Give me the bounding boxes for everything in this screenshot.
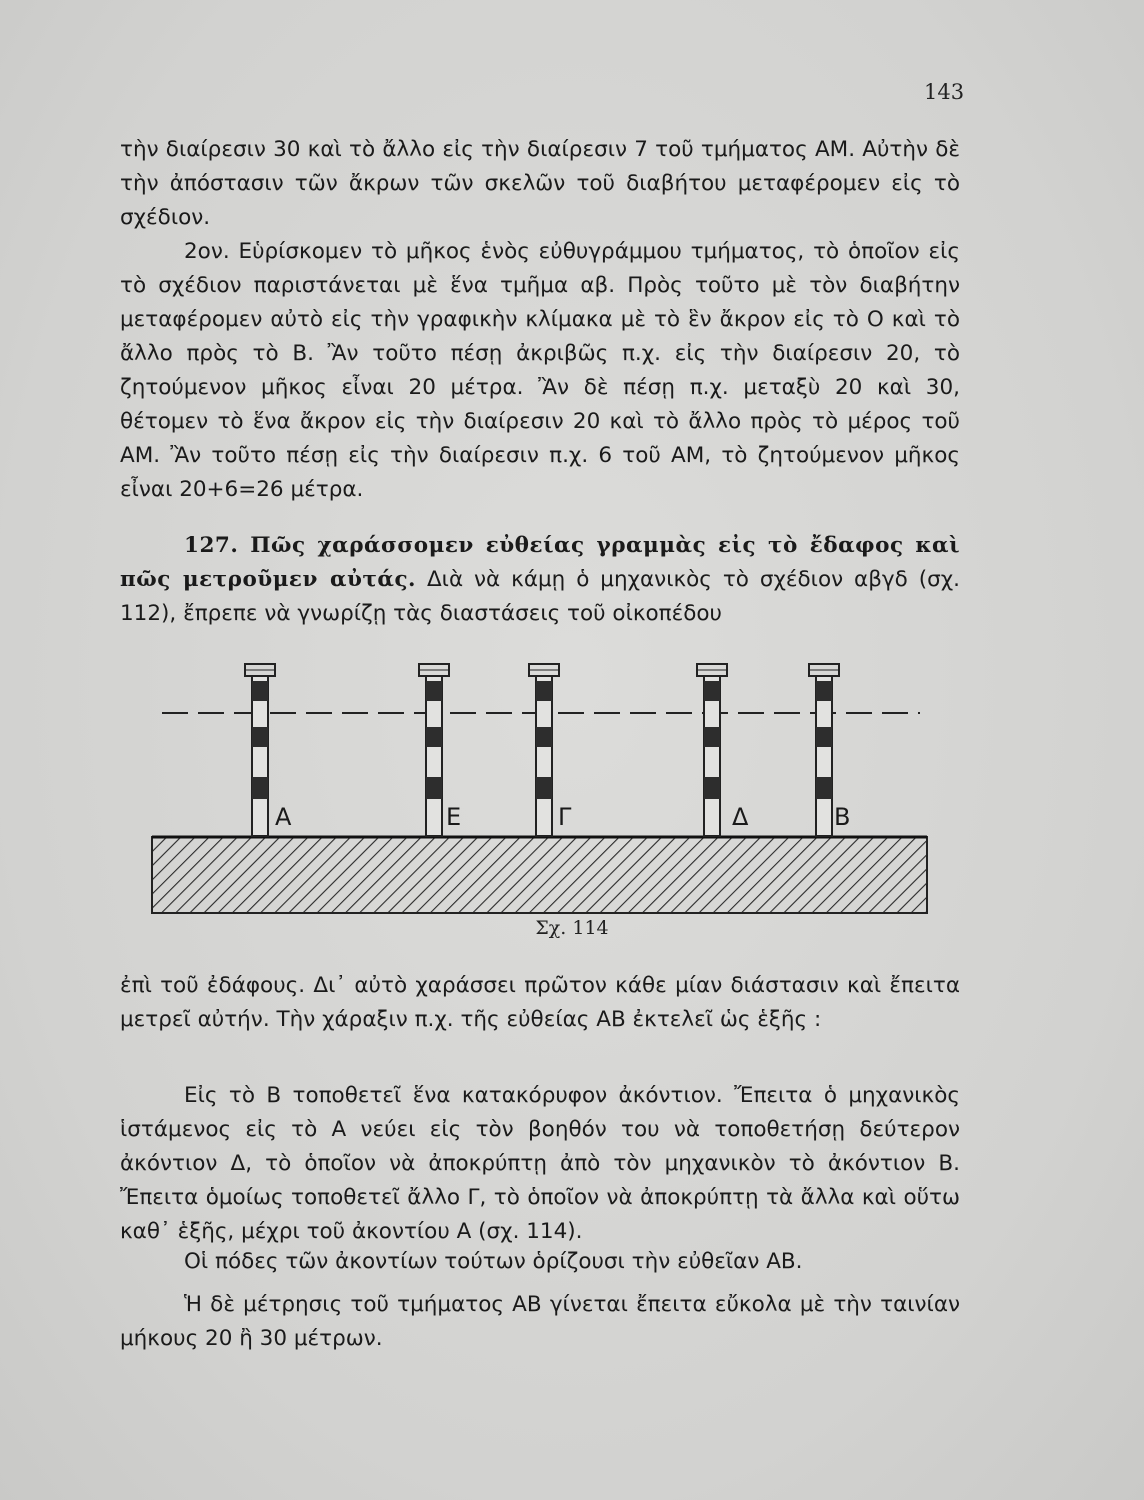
paragraph-after-figure: ἐπὶ τοῦ ἐδάφους. Δι᾽ αὐτὸ χαράσσει πρῶτον κάθε μίαν διάστασιν καὶ ἔπειτα μετρεῖ αὐτήν. Τὴν χάραξιν π.χ. τῆς εὐθείας ΑΒ ἐκτελεῖ ὡς ἑξῆς :: [120, 973, 960, 1032]
pole-e: [419, 664, 461, 836]
page-number: 143: [924, 80, 965, 104]
pole-gamma: [529, 664, 572, 836]
paragraph-step-two: 2ον. Εὑρίσκομεν τὸ μῆκος ἑνὸς εὐθυγράμμου τμήματος, τὸ ὁποῖον εἰς τὸ σχέδιον παριστάνεται μὲ ἕνα τμῆμα αβ. Πρὸς τοῦτο μὲ τὸν διαβήτην μεταφέρομεν αὐτὸ εἰς τὴν γραφικὴν κλίμακα μὲ τὸ ἓν ἄκρον εἰς τὸ Ο καὶ τὸ ἄλλο πρὸς τὸ Β. Ἂν τοῦτο πέσῃ ἀκριβῶς π.χ. εἰς τὴν διαίρεσιν 20, τὸ ζητούμενον μῆκος εἶναι 20 μέτρα. Ἂν δὲ πέσῃ π.χ. μεταξὺ 20 καὶ 30, θέτομεν τὸ ἕνα ἄκρον εἰς τὴν διαίρεσιν 20 καὶ τὸ ἄλλο πρὸς τὸ μέρος τοῦ ΑΜ. Ἂν τοῦτο πέσῃ εἰς τὴν διαίρεσιν π.χ. 6 τοῦ ΑΜ, τὸ ζητούμενον μῆκος εἶναι 20+6=26 μέτρα.: [120, 239, 960, 502]
pole-b: [809, 664, 850, 836]
pole-label-e: Ε: [446, 803, 462, 831]
ground: [152, 837, 927, 913]
pole-label-b: Β: [834, 803, 851, 831]
pole-delta: [697, 664, 749, 836]
section-heading: 127. Πῶς χαράσσομεν εὐθείας γραμμὰς εἰς τὸ ἔδαφος καὶ πῶς μετροῦμεν αὐτάς.: [120, 533, 960, 592]
poles-diagram: [150, 655, 940, 915]
pole-label-a: Α: [275, 803, 292, 831]
pole-a: [245, 664, 292, 836]
figure-caption: Σχ. 114: [535, 917, 609, 939]
figure-114: [150, 655, 940, 915]
paragraph-conclusion: Οἱ πόδες τῶν ἀκοντίων τούτων ὁρίζουσι τὴν εὐθεῖαν ΑΒ.: [184, 1249, 803, 1274]
paragraph-continuation: τὴν διαίρεσιν 30 καὶ τὸ ἄλλο εἰς τὴν διαίρεσιν 7 τοῦ τμήματος ΑΜ. Αὐτὴν δὲ τὴν ἀπόστασιν τῶν ἄκρων τῶν σκελῶν τοῦ διαβήτου μεταφέρομεν εἰς τὸ σχέδιον.: [120, 137, 960, 230]
paragraph-measurement: Ἡ δὲ μέτρησις τοῦ τμήματος ΑΒ γίνεται ἔπειτα εὔκολα μὲ τὴν ταινίαν μήκους 20 ἢ 30 μέτρων.: [120, 1292, 960, 1351]
pole-label-gamma: Γ: [558, 803, 572, 831]
paragraph-procedure: Εἰς τὸ Β τοποθετεῖ ἕνα κατακόρυφον ἀκόντιον. Ἔπειτα ὁ μηχανικὸς ἱστάμενος εἰς τὸ Α νεύει εἰς τὸν βοηθόν του νὰ τοποθετήσῃ δεύτερον ἀκόντιον Δ, τὸ ὁποῖον νὰ ἀποκρύπτῃ ἀπὸ τὸν μηχανικὸν τὸ ἀκόντιον Β. Ἔπειτα ὁμοίως τοποθετεῖ ἄλλο Γ, τὸ ὁποῖον νὰ ἀποκρύπτῃ τὰ ἄλλα καὶ οὕτω καθ᾽ ἑξῆς, μέχρι τοῦ ἀκοντίου Α (σχ. 114).: [120, 1083, 960, 1244]
pole-label-delta: Δ: [732, 803, 749, 831]
section-127: [120, 529, 960, 631]
section-intro-text: Διὰ νὰ κάμῃ ὁ μηχανικὸς τὸ σχέδιον αβγδ (σχ. 112), ἔπρεπε νὰ γνωρίζῃ τὰς διαστάσεις τοῦ οἰκοπέδου: [120, 567, 960, 626]
